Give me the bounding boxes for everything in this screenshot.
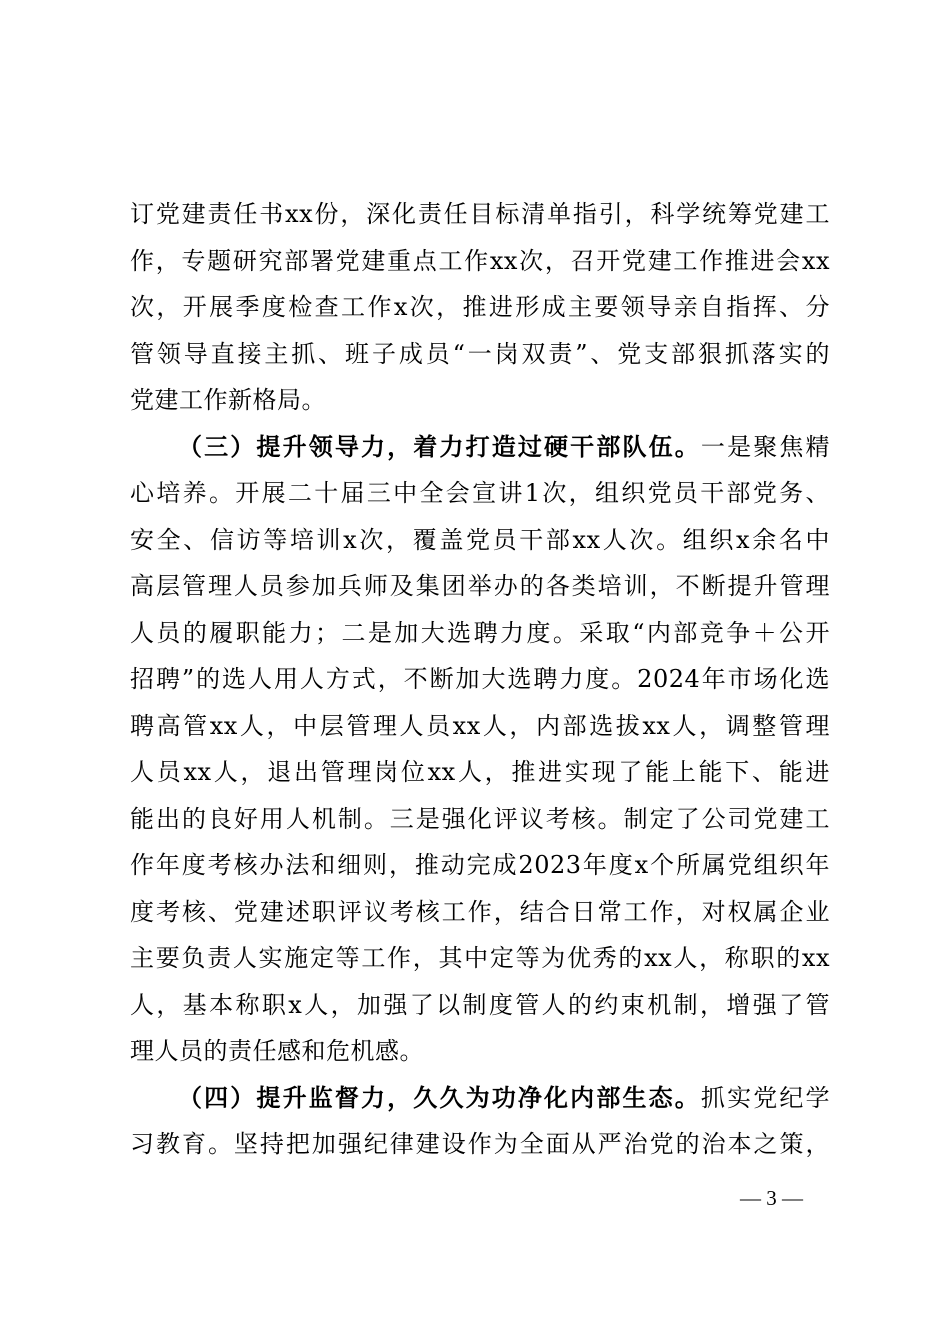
text-line: 主要负责人实施定等工作，其中定等为优秀的xx人，称职的xx bbox=[130, 944, 830, 972]
section-4-first-line-text: 抓实党纪学 bbox=[700, 1083, 831, 1112]
text-line: 理人员的责任感和危机感。 bbox=[130, 1037, 424, 1065]
text-line: 管领导直接主抓、班子成员“一岗双责”、党支部狠抓落实的 bbox=[130, 339, 830, 368]
text-line: 高层管理人员参加兵师及集团举办的各类培训，不断提升管理 bbox=[130, 572, 830, 600]
text-line: 次，开展季度检查工作x次，推进形成主要领导亲自指挥、分 bbox=[130, 293, 830, 321]
text-line: 订党建责任书xx份，深化责任目标清单指引，科学统筹党建工 bbox=[130, 200, 830, 228]
text-line: 作年度考核办法和细则，推动完成2023年度x个所属党组织年 bbox=[130, 851, 830, 879]
section-4-paragraph bbox=[130, 1075, 830, 1168]
text-line: 度考核、党建述职评议考核工作，结合日常工作，对权属企业 bbox=[130, 897, 830, 926]
text-line: 习教育。坚持把加强纪律建设作为全面从严治党的治本之策， bbox=[130, 1130, 830, 1158]
text-line: 人，基本称职x人，加强了以制度管人的约束机制，增强了管 bbox=[130, 990, 830, 1019]
text-line: 人员的履职能力；二是加大选聘力度。采取“内部竞争＋公开 bbox=[130, 618, 830, 647]
section-3-paragraph bbox=[130, 424, 830, 1075]
page-number: — 3 — bbox=[740, 1186, 803, 1210]
section-4-heading: （四）提升监督力，久久为功净化内部生态。 bbox=[178, 1082, 701, 1112]
section-3-first-line bbox=[130, 424, 830, 471]
section-3-first-line-text: 一是聚焦精 bbox=[700, 432, 831, 461]
text-line: 人员xx人，退出管理岗位xx人，推进实现了能上能下、能进 bbox=[130, 758, 830, 786]
section-3-heading: （三）提升领导力，着力打造过硬干部队伍。 bbox=[178, 431, 701, 461]
paragraph-1 bbox=[130, 191, 830, 424]
section-4-first-line bbox=[130, 1075, 830, 1122]
text-line: 聘高管xx人，中层管理人员xx人，内部选拔xx人，调整管理 bbox=[130, 711, 830, 740]
text-line: 作，专题研究部署党建重点工作xx次，召开党建工作推进会xx bbox=[130, 246, 830, 275]
text-line: 招聘”的选人用人方式，不断加大选聘力度。2024年市场化选 bbox=[130, 665, 830, 693]
document-body bbox=[130, 191, 830, 1168]
text-line: 安全、信访等培训x次，覆盖党员干部xx人次。组织x余名中 bbox=[130, 525, 830, 554]
text-line: 党建工作新格局。 bbox=[130, 386, 326, 414]
text-line: 心培养。开展二十届三中全会宣讲1次，组织党员干部党务、 bbox=[130, 479, 830, 507]
text-line: 能出的良好用人机制。三是强化评议考核。制定了公司党建工 bbox=[130, 804, 830, 833]
